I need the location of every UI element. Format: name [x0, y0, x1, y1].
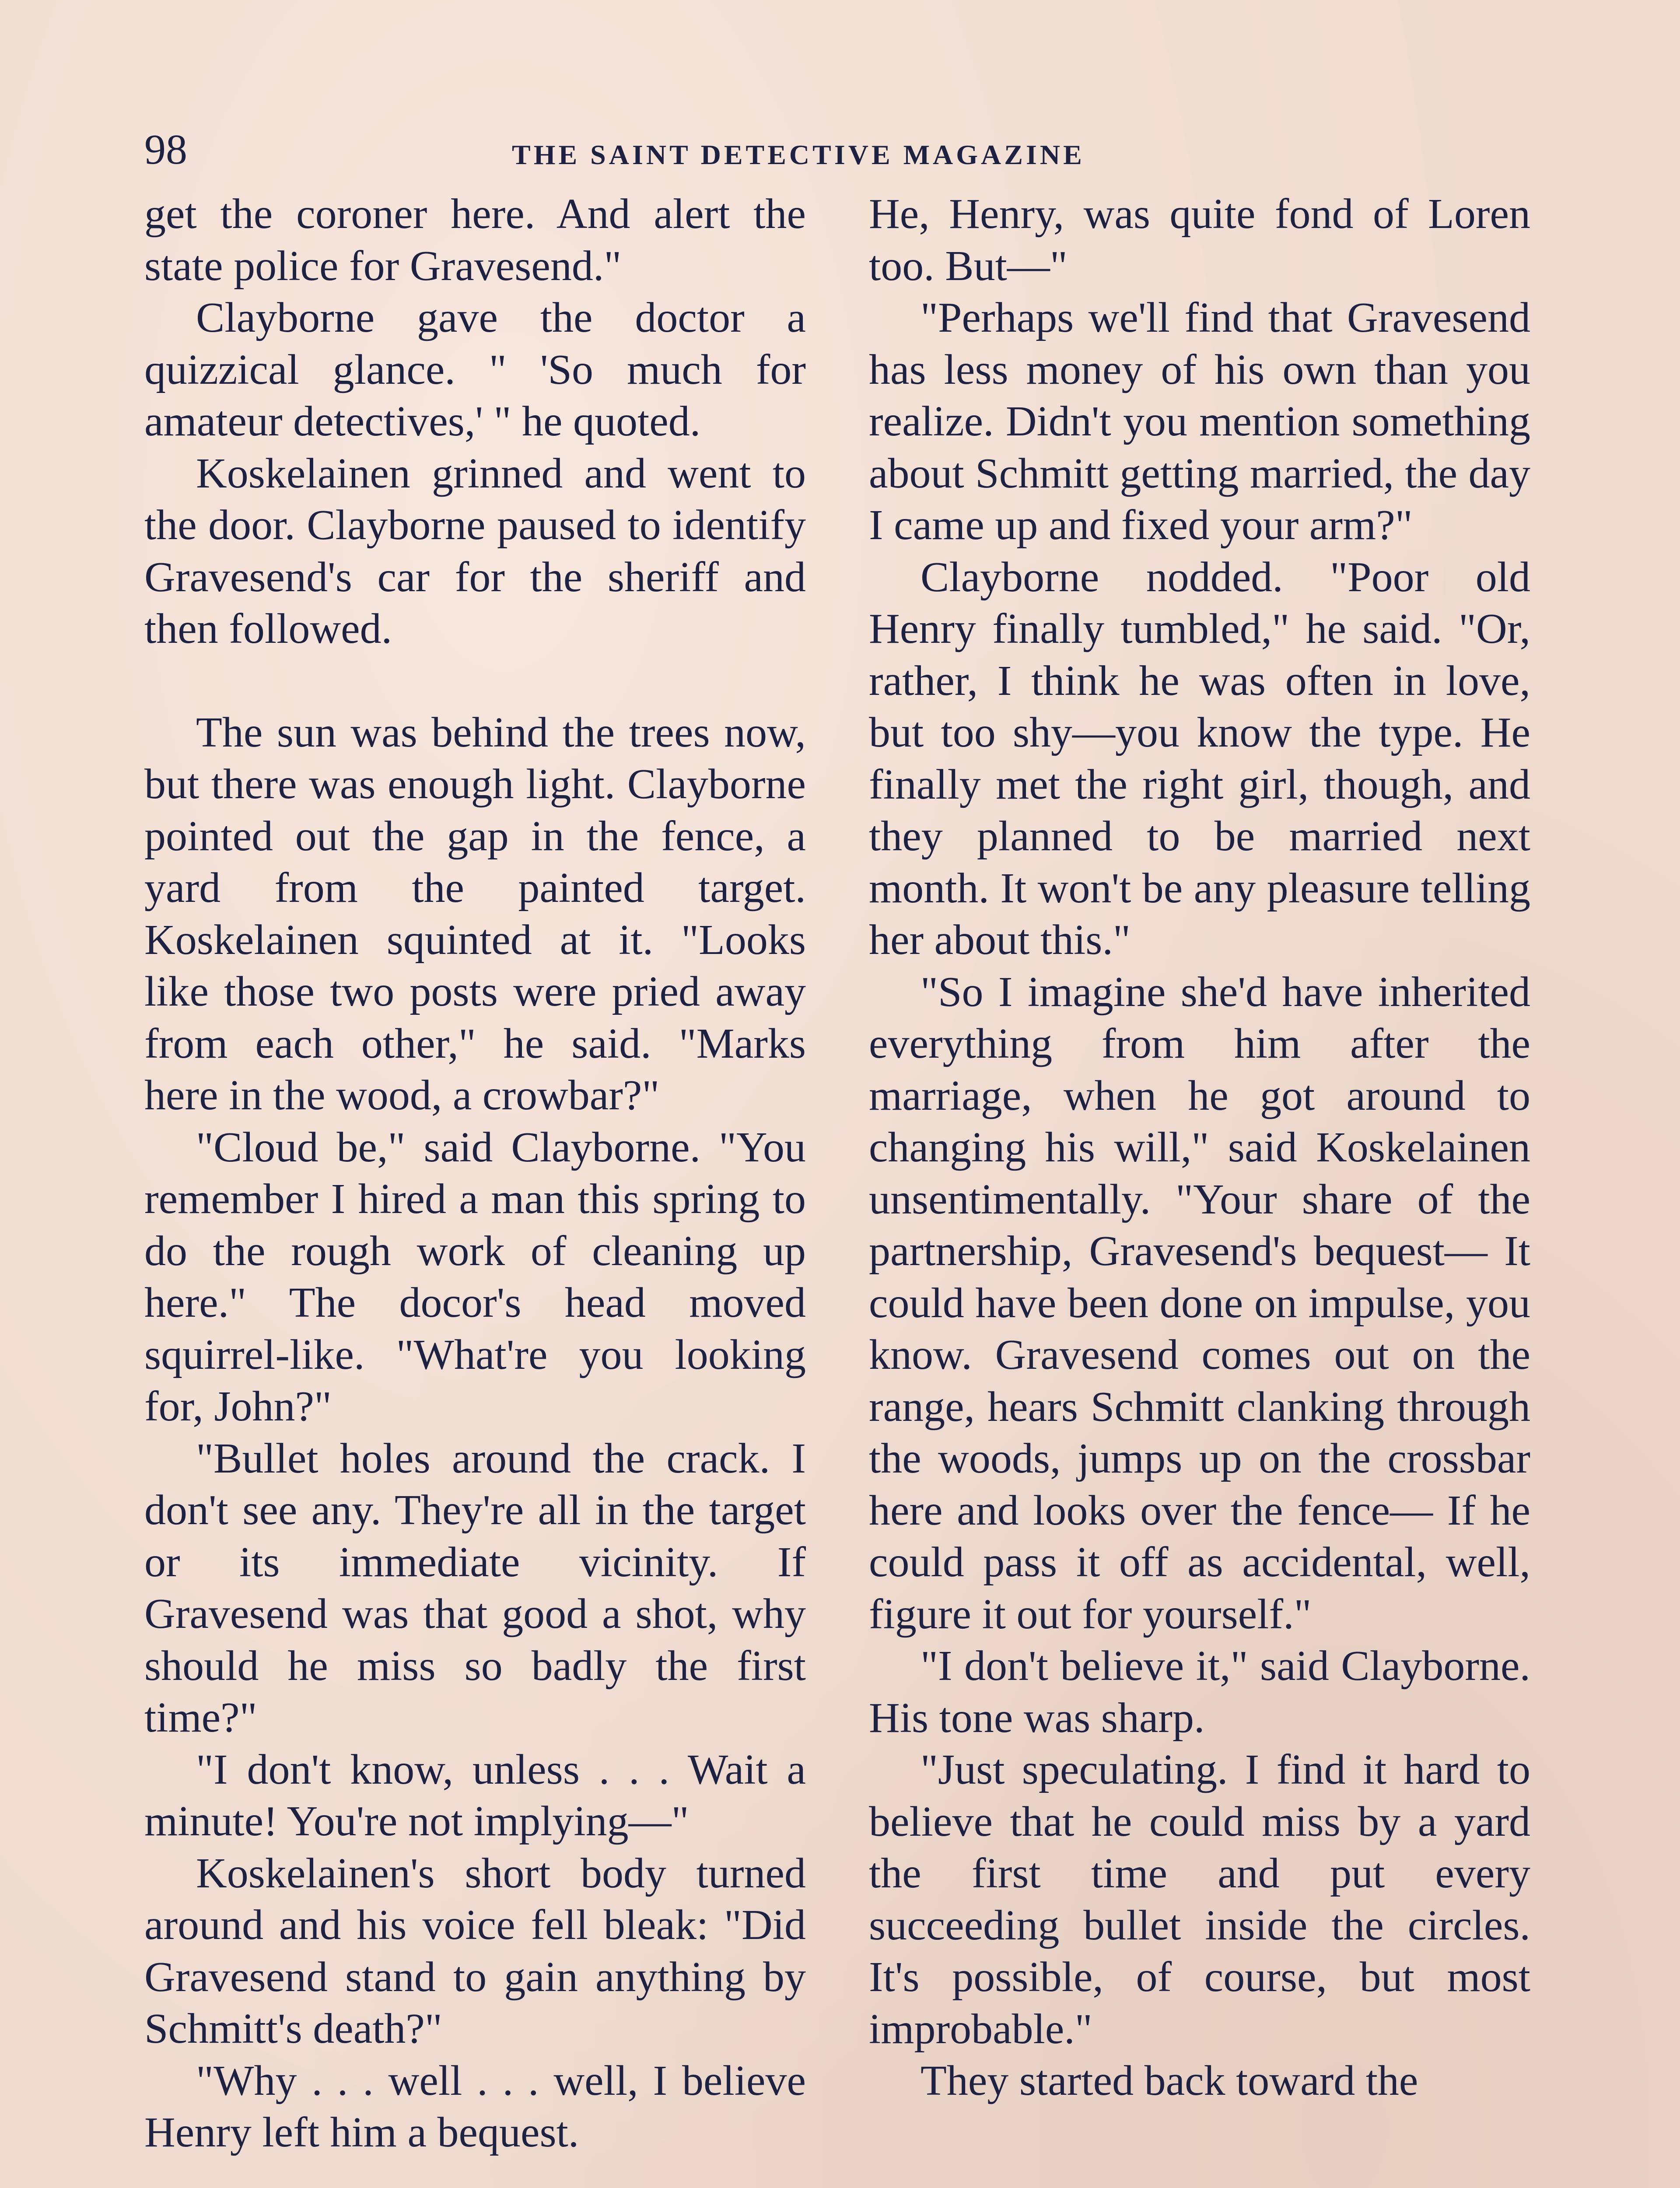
paragraph: They started back toward the — [920, 2057, 1418, 2104]
paragraph: Koskelainen's short body turned around and his voice fell bleak: "Did Gravesend stand to gain anything by Schmitt's death?" — [144, 1849, 806, 2052]
paragraph: Clayborne nodded. "Poor old Henry finally tumbled," he said. "Or, rather, I think he was often in love, but too shy—you know the type. He finally met the right girl, though, and they planned to be married next month. It won't be any pleasure telling her about this." — [869, 553, 1530, 964]
paragraph: "So I imagine she'd have inherited everything from him after the marriage, when he got around to changing his will," said Koskelainen unsentimentally. "Your share of the partnership, Gravesend's bequest— It could have been done on impulse, you know. Gravesend comes out on the range, hears Schmitt clanking through the woods, jumps up on the crossbar here and looks over the fence— If he could pass it off as accidental, well, figure it out for yourself." — [869, 968, 1530, 1638]
paragraph: Clayborne gave the doctor a quizzical glance. " 'So much for amateur detectives,' " he quoted. — [144, 294, 806, 445]
page-number: 98 — [144, 126, 187, 173]
paragraph: "Why . . . well . . . well, I believe Henry left him a bequest. — [144, 2057, 806, 2156]
paragraph: He, Henry, was quite fond of Loren too. But—" — [869, 190, 1530, 290]
paragraph: "Bullet holes around the crack. I don't see any. They're all in the target or its immediate vicinity. If Gravesend was that good a shot, why should he miss so badly the first time?" — [144, 1434, 806, 1741]
paragraph: "Cloud be," said Clayborne. "You remember I hired a man this spring to do the rough work of cleaning up here." The docor's head moved squirrel-like. "What're you looking for, John?" — [144, 1123, 806, 1430]
running-head: THE SAINT DETECTIVE MAGAZINE — [512, 139, 1085, 170]
paragraph: The sun was behind the trees now, but there was enough light. Clayborne pointed out the gap in the fence, a yard from the painted target. Koskelainen squinted at it. "Looks like those two posts were pried away from each other," he said. "Marks here in the wood, a crowbar?" — [144, 708, 806, 1119]
paragraph: "I don't know, unless . . . Wait a minute! You're not implying—" — [144, 1746, 806, 1845]
paragraph: Koskelainen grinned and went to the door. Clayborne paused to identify Gravesend's car for the sheriff and then followed. — [144, 449, 806, 652]
paragraph: "I don't believe it," said Clayborne. His tone was sharp. — [869, 1642, 1530, 1742]
page-header — [144, 123, 1536, 185]
paragraph: "Just speculating. I find it hard to believe that he could miss by a yard the first time and put every succeeding bullet inside the circles. It's possible, of course, but most improbable." — [869, 1746, 1530, 2053]
left-column — [144, 188, 806, 2159]
right-column — [869, 188, 1530, 2107]
paragraph: "Perhaps we'll find that Gravesend has less money of his own than you realize. Didn't you mention something about Schmitt getting married, the day I came up and fixed your arm?" — [869, 294, 1530, 549]
paragraph: get the coroner here. And alert the state police for Gravesend." — [144, 190, 806, 290]
